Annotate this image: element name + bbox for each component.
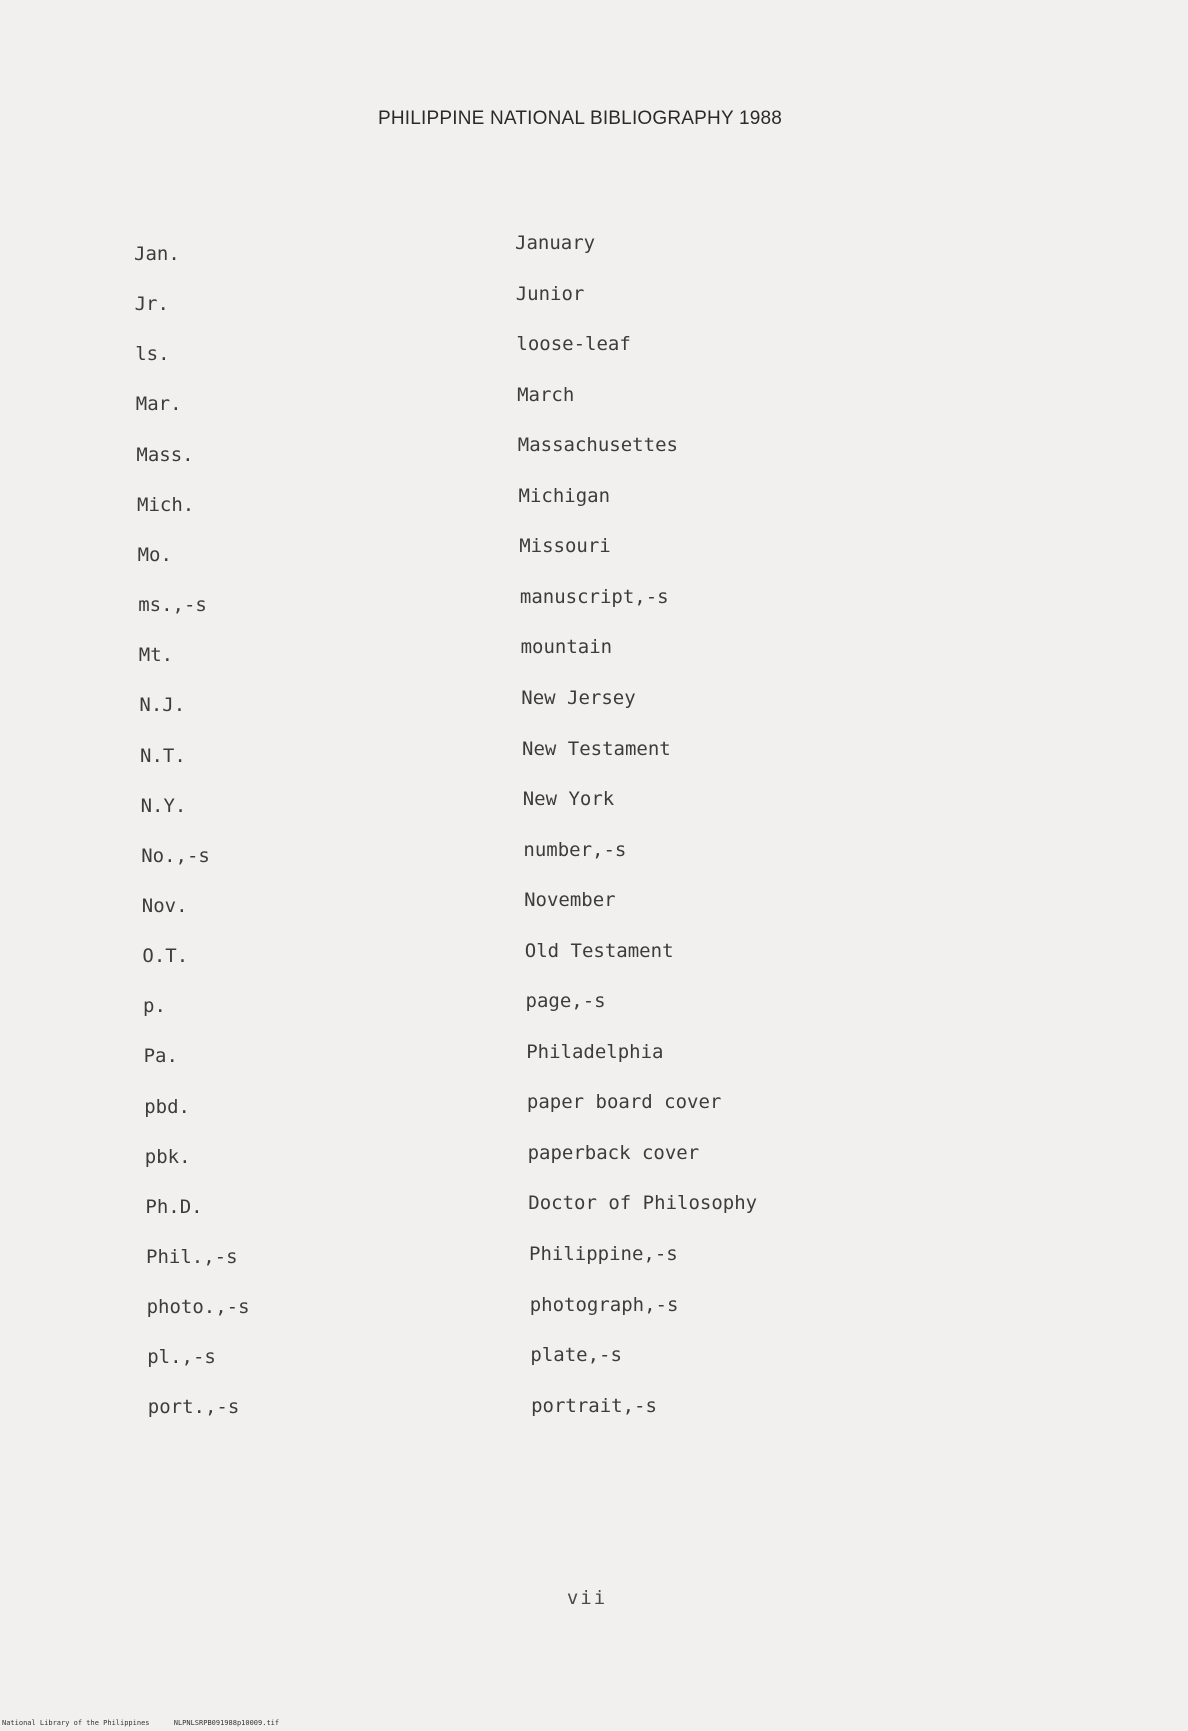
meaning: New York [522,788,615,811]
list-item [0,1393,1188,1427]
list-item [0,937,1188,971]
meaning: Doctor of Philosophy [528,1192,758,1215]
abbreviation: N.T. [140,744,186,767]
abbreviation: pl.,-s [147,1346,216,1369]
file-id: NLPNLSRPB091988p10009.tif [173,1719,280,1727]
meaning: loose-leaf [516,333,631,356]
abbreviation: p. [143,995,166,1018]
abbreviation: Mo. [137,543,172,566]
meaning: portrait,-s [531,1394,657,1417]
meaning: Missouri [519,535,611,558]
abbreviation: ms.,-s [138,594,207,617]
page-header: PHILIPPINE NATIONAL BIBLIOGRAPHY 1988 [377,108,783,129]
list-item [0,381,1188,415]
list-item [0,482,1188,516]
abbreviation: Mt. [138,644,174,667]
list-item [0,330,1188,364]
abbreviation: Ph.D. [145,1195,203,1218]
list-item [0,583,1188,617]
meaning: paper board cover [526,1091,722,1114]
abbreviation: photo.,-s [146,1296,250,1319]
abbreviation: Nov. [141,894,188,917]
list-item [0,1292,1188,1326]
meaning: Old Testament [524,939,674,962]
meaning: Massachusettes [517,434,678,457]
meaning: November [524,889,616,912]
abbreviation: pbk. [144,1145,191,1168]
meaning: photograph,-s [529,1293,679,1316]
meaning: paperback cover [527,1141,700,1164]
meaning: Michigan [518,484,611,507]
list-item [0,1039,1188,1073]
list-item [0,1140,1188,1174]
list-item [0,533,1188,567]
abbreviation: Jan. [134,243,180,265]
list-item [0,836,1188,870]
meaning: New Jersey [521,686,636,709]
abbreviation: port.,-s [147,1396,240,1419]
meaning: Philippine,-s [529,1243,678,1265]
meaning: page,-s [525,990,606,1013]
list-item [0,735,1188,769]
footer-note [2,1719,299,1727]
abbreviation: ls. [135,343,170,366]
abbreviation: O.T. [142,945,189,968]
list-item [0,1241,1188,1275]
meaning: March [517,383,575,406]
list-item [0,634,1188,668]
abbreviation: N.Y. [140,794,187,817]
abbreviation: Mich. [137,493,195,516]
list-item [0,786,1188,820]
meaning: New Testament [522,737,671,760]
abbreviation: Jr. [134,293,169,316]
list-item [0,1089,1188,1123]
list-item [0,229,1188,263]
meaning: mountain [520,636,613,659]
source-note: National Library of the Philippines [2,1719,150,1727]
abbreviation: No.,-s [141,844,210,867]
meaning: number,-s [523,838,627,861]
list-item [0,1342,1188,1376]
abbreviation: Mass. [136,443,194,466]
list-item [0,988,1188,1022]
list-item [0,684,1188,718]
meaning: January [515,232,596,254]
meaning: manuscript,-s [519,585,669,608]
abbreviation: Phil.,-s [146,1246,238,1268]
list-item [0,431,1188,465]
list-item [0,1190,1188,1224]
list-item [0,280,1188,314]
meaning: plate,-s [530,1344,622,1367]
abbreviation: Mar. [135,393,182,416]
abbreviation: N.J. [139,694,186,717]
meaning: Philadelphia [526,1040,664,1063]
page-number: vii [566,1587,608,1609]
meaning: Junior [515,282,585,305]
abbreviation: Pa. [143,1045,178,1068]
abbreviation: pbd. [144,1095,190,1118]
list-item [0,887,1188,921]
